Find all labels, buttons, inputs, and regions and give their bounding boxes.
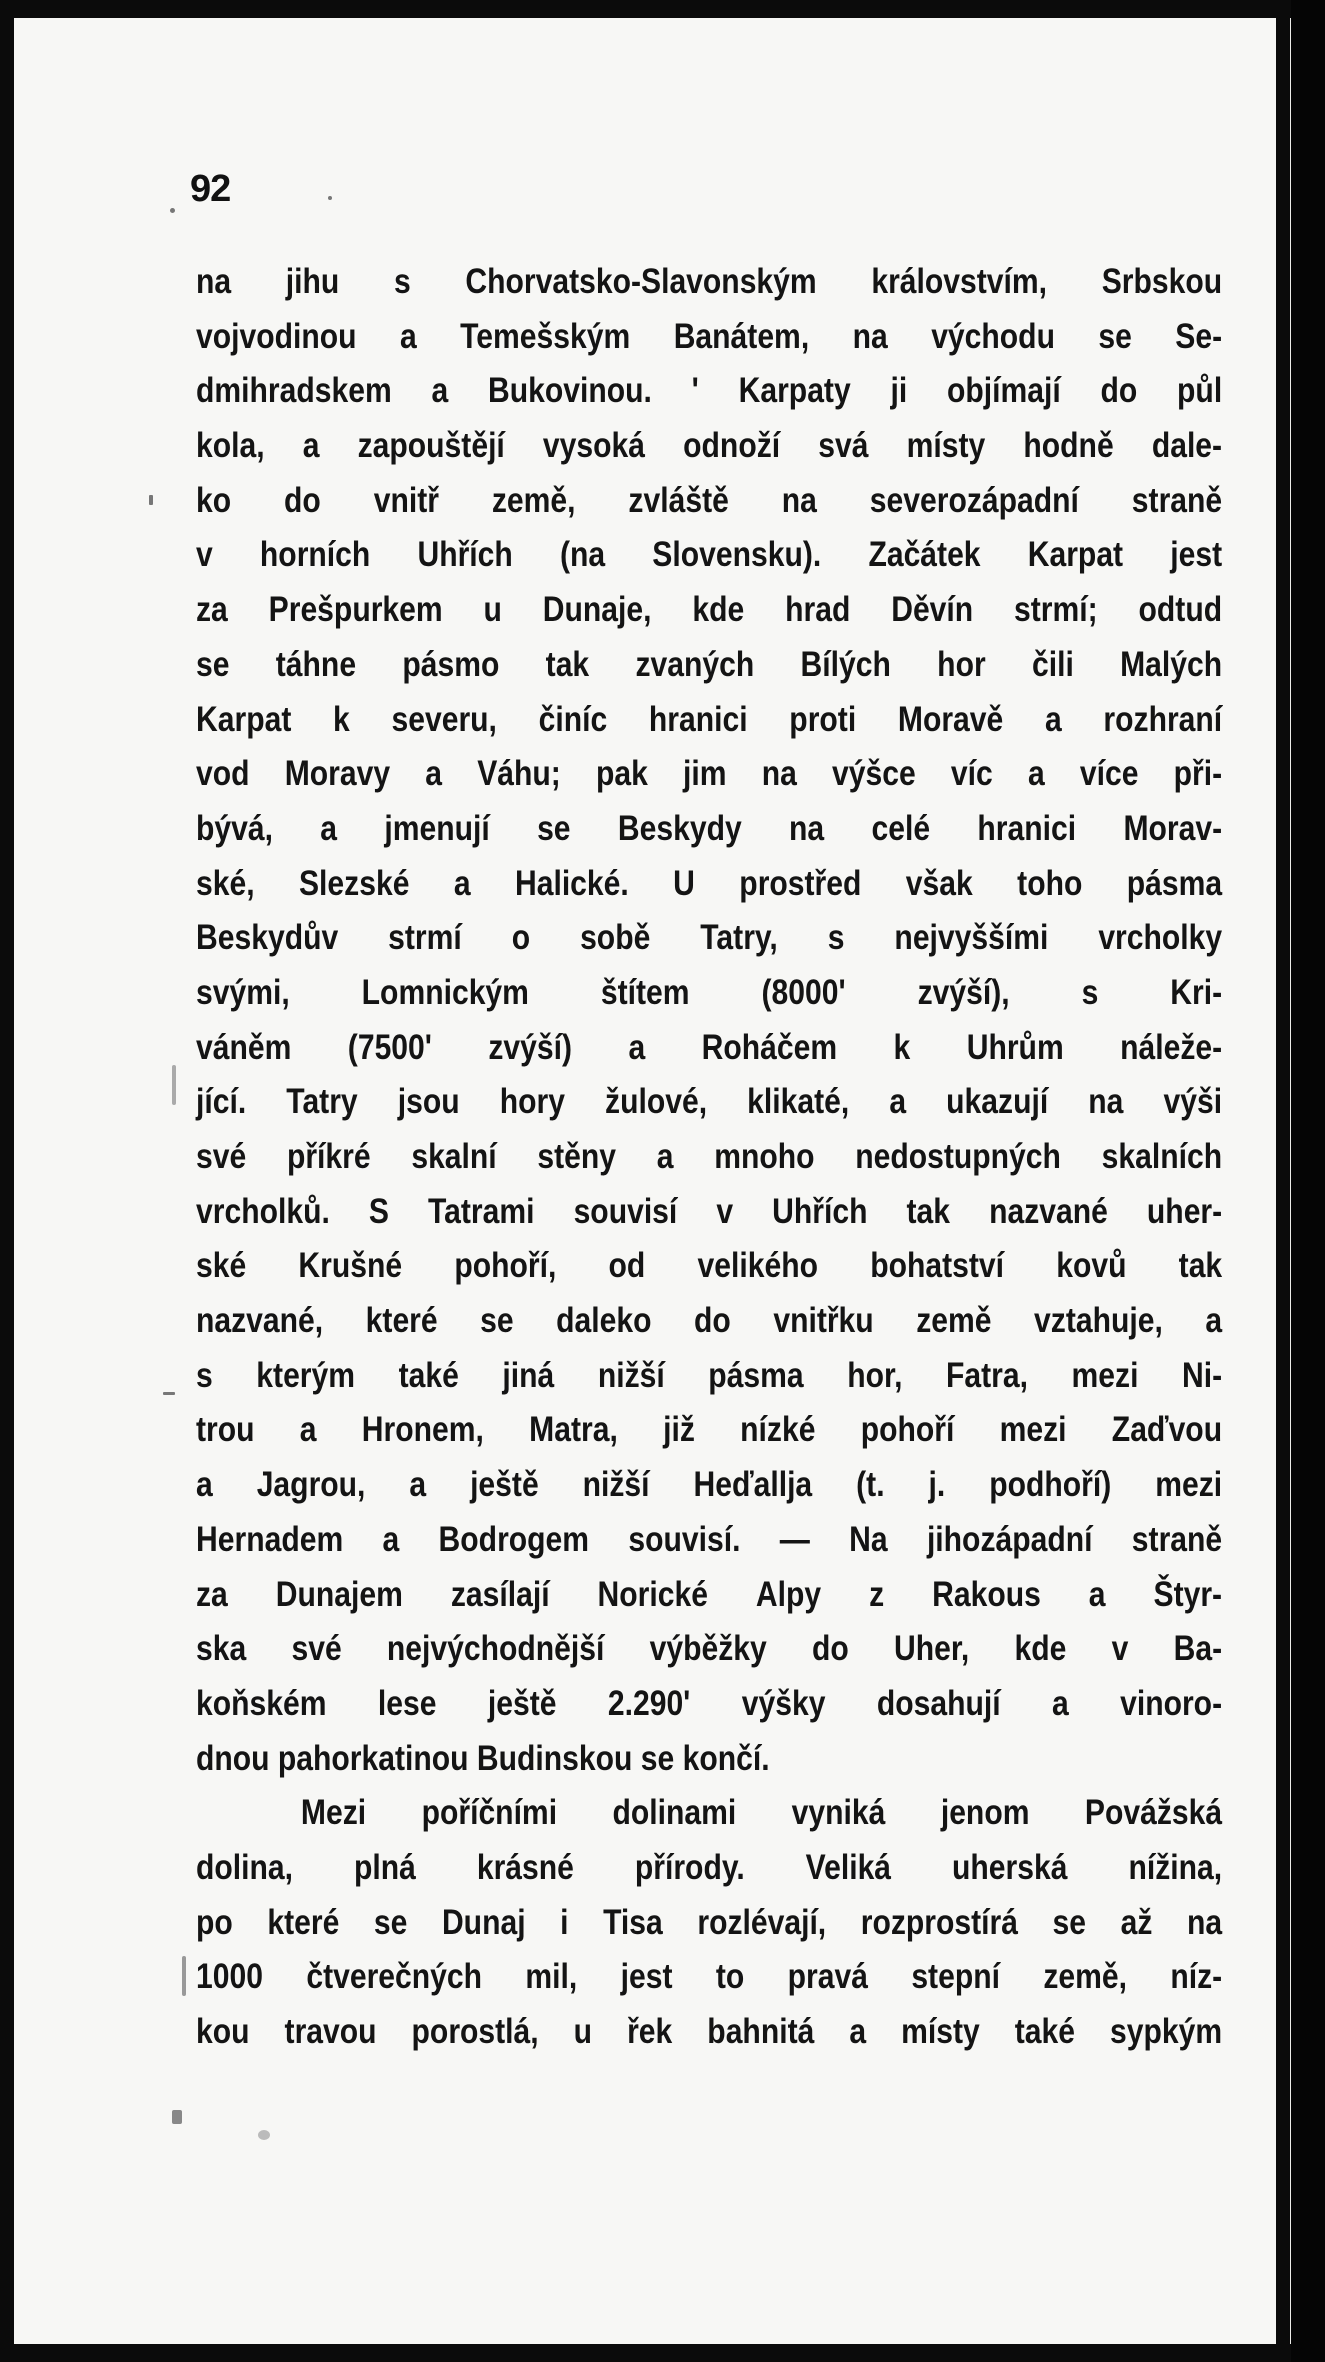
text-line: kou travou porostlá, u řek bahnitá a místy také sypkým <box>196 2012 1223 2051</box>
text-line: dnou pahorkatinou Budinskou se končí. <box>196 1738 770 1778</box>
text-line: ské Krušné pohoří, od velikého bohatství kovů tak <box>196 1246 1223 1286</box>
text-line: ko do vnitř země, zvláště na severozápadní straně <box>196 480 1223 520</box>
text-line: jící. Tatry jsou hory žulové, klikaté, a ukazují na výši <box>196 1082 1223 1122</box>
text-line: koňském lese ještě 2.290' výšky dosahují a vinoro- <box>196 1683 1223 1723</box>
text-line: nazvané, které se daleko do vnitřku země vztahuje, a <box>196 1301 1223 1341</box>
scan-speck <box>258 2130 270 2140</box>
scan-speck <box>182 1956 186 1996</box>
text-line: vrcholků. S Tatrami souvisí v Uhřích tak nazvané uher- <box>196 1191 1223 1231</box>
text-line: se táhne pásmo tak zvaných Bílých hor čili Malých <box>196 644 1223 684</box>
text-line: ské, Slezské a Halické. U prostřed však toho pásma <box>196 863 1223 903</box>
text-line: ska své nejvýchodnější výběžky do Uher, kde v Ba- <box>196 1629 1223 1669</box>
text-line: vod Moravy a Váhu; pak jim na výšce víc a více při- <box>196 754 1223 794</box>
text-line: vojvodinou a Temešským Banátem, na východu se Se- <box>196 316 1223 356</box>
scan-speck <box>170 208 175 213</box>
scan-speck <box>172 2110 182 2124</box>
text-line: trou a Hronem, Matra, již nízké pohoří mezi Zaďvou <box>196 1410 1223 1450</box>
text-line: bývá, a jmenují se Beskydy na celé hranici Morav- <box>196 808 1223 848</box>
text-line: v horních Uhřích (na Slovensku). Začátek Karpat jest <box>196 535 1223 575</box>
text-line: svými, Lomnickým štítem (8000' zvýší), s Kri- <box>196 972 1223 1012</box>
text-line: s kterým také jiná nižší pásma hor, Fatra, mezi Ni- <box>196 1355 1223 1395</box>
page-number: 92 <box>190 168 231 210</box>
scan-speck <box>149 495 153 505</box>
text-line: své příkré skalní stěny a mnoho nedostupných skalních <box>196 1137 1223 1176</box>
text-line: Hernadem a Bodrogem souvisí. — Na jihozápadní straně <box>196 1519 1223 1559</box>
text-line: za Dunajem zasílají Norické Alpy z Rakous a Štyr- <box>196 1574 1223 1614</box>
text-line: dolina, plná krásné přírody. Veliká uherská nížina, <box>196 1847 1223 1887</box>
text-line: Karpat k severu, činíc hranici proti Moravě a rozhraní <box>196 699 1223 739</box>
text-line: kola, a zapouštějí vysoká odnoží svá místy hodně dale- <box>196 426 1223 466</box>
text-line: na jihu s Chorvatsko-Slavonským královstvím, Srbskou <box>196 262 1223 301</box>
text-line: Mezi poříčními dolinami vyniká jenom Povážská <box>300 1793 1223 1833</box>
text-line: po které se Dunaj i Tisa rozlévají, rozprostírá se až na <box>196 1902 1223 1942</box>
scan-speck <box>172 1065 176 1105</box>
text-line: Beskydův strmí o sobě Tatry, s nejvyššími vrcholky <box>196 918 1223 958</box>
text-line: váněm (7500' zvýší) a Roháčem k Uhrům náleže- <box>196 1027 1223 1067</box>
scan-border <box>1291 0 1325 2362</box>
body-text <box>196 262 1222 2067</box>
scan-speck <box>328 196 332 200</box>
text-line: dmihradskem a Bukovinou. ' Karpaty ji objímají do půl <box>196 371 1223 411</box>
scan-speck <box>163 1392 175 1395</box>
text-line: a Jagrou, a ještě nižší Heďallja (t. j. podhoří) mezi <box>196 1465 1223 1505</box>
text-line: za Prešpurkem u Dunaje, kde hrad Děvín strmí; odtud <box>196 590 1223 630</box>
text-line: 1000 čtverečných mil, jest to pravá stepní země, níz- <box>196 1957 1223 1997</box>
